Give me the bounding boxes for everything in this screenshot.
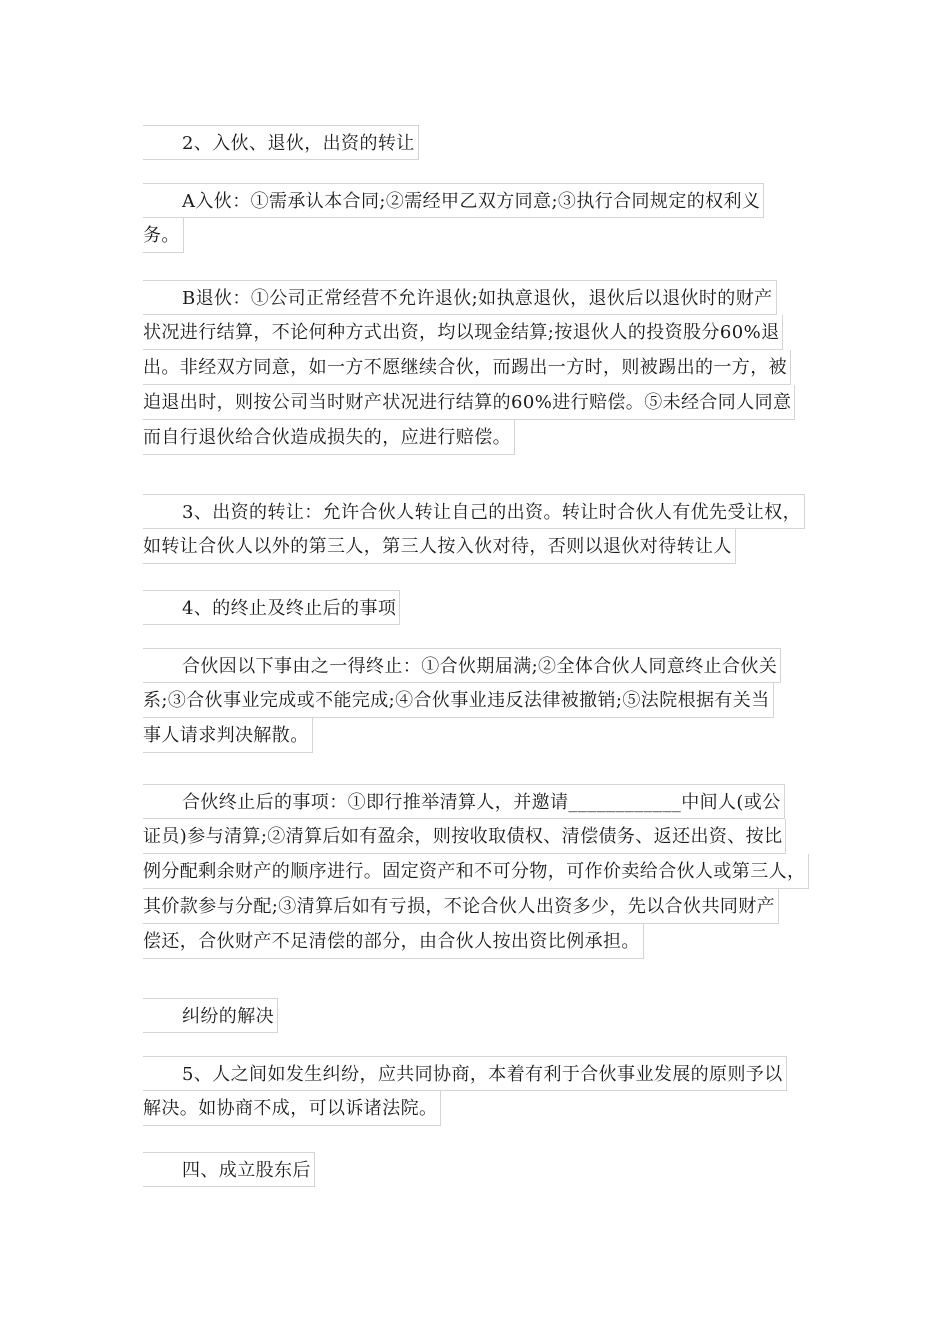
- text-line: 出。非经双方同意，如一方不愿继续合伙，而踢出一方时，则被踢出的一方，被: [143, 350, 791, 385]
- text-line: 迫退出时，则按公司当时财产状况进行结算的60%进行赔偿。⑤未经合同人同意: [143, 385, 795, 420]
- heading-termination: [143, 590, 400, 625]
- text-line: 四、成立股东后: [143, 1152, 315, 1187]
- text-line: 3、出资的转让：允许合伙人转让自己的出资。转让时合伙人有优先受让权，: [143, 494, 805, 529]
- text-line: 合伙终止后的事项：①即行推举清算人，并邀请____________中间人(或公: [143, 784, 785, 819]
- paragraph-dispute: [143, 1056, 787, 1126]
- paragraph-after-termination: [143, 784, 809, 959]
- text-line: 其价款参与分配;③清算后如有亏损，不论合伙人出资多少，先以合伙共同财产: [143, 889, 779, 924]
- text-line: 2、入伙、退伙，出资的转让: [143, 125, 419, 160]
- heading-section-four: [143, 1152, 315, 1187]
- text-line: 合伙因以下事由之一得终止：①合伙期届满;②全体合伙人同意终止合伙关: [143, 648, 781, 683]
- text-line: 而自行退伙给合伙造成损失的，应进行赔偿。: [143, 420, 515, 455]
- text-line: B退伙：①公司正常经营不允许退伙;如执意退伙，退伙后以退伙时的财产: [143, 280, 777, 315]
- text-line: 解决。如协商不成，可以诉诸法院。: [143, 1091, 441, 1126]
- text-line: 务。: [143, 218, 184, 253]
- text-line: 如转让合伙人以外的第三人，第三人按入伙对待，否则以退伙对待转让人: [143, 529, 736, 564]
- text-line: 4、的终止及终止后的事项: [143, 590, 400, 625]
- paragraph-transfer: [143, 494, 805, 564]
- paragraph-termination-causes: [143, 648, 781, 753]
- text-line: 5、人之间如发生纠纷，应共同协商，本着有利于合伙事业发展的原则予以: [143, 1056, 787, 1091]
- text-line: 例分配剩余财产的顺序进行。固定资产和不可分物，可作价卖给合伙人或第三人，: [143, 854, 809, 889]
- text-line: 状况进行结算，不论何种方式出资，均以现金结算;按退伙人的投资股分60%退: [143, 315, 783, 350]
- paragraph-joining: [143, 183, 764, 253]
- heading-dispute: [143, 998, 278, 1033]
- paragraph-withdrawal: [143, 280, 795, 455]
- heading-entry-exit: [143, 125, 419, 160]
- text-line: 系;③合伙事业完成或不能完成;④合伙事业违反法律被撤销;⑤法院根据有关当: [143, 683, 774, 718]
- text-line: 纠纷的解决: [143, 998, 278, 1033]
- text-line: 偿还，合伙财产不足清偿的部分，由合伙人按出资比例承担。: [143, 924, 644, 959]
- text-line: 事人请求判决解散。: [143, 718, 313, 753]
- text-line: A入伙：①需承认本合同;②需经甲乙双方同意;③执行合同规定的权利义: [143, 183, 764, 218]
- text-line: 证员)参与清算;②清算后如有盈余，则按收取债权、清偿债务、返还出资、按比: [143, 819, 786, 854]
